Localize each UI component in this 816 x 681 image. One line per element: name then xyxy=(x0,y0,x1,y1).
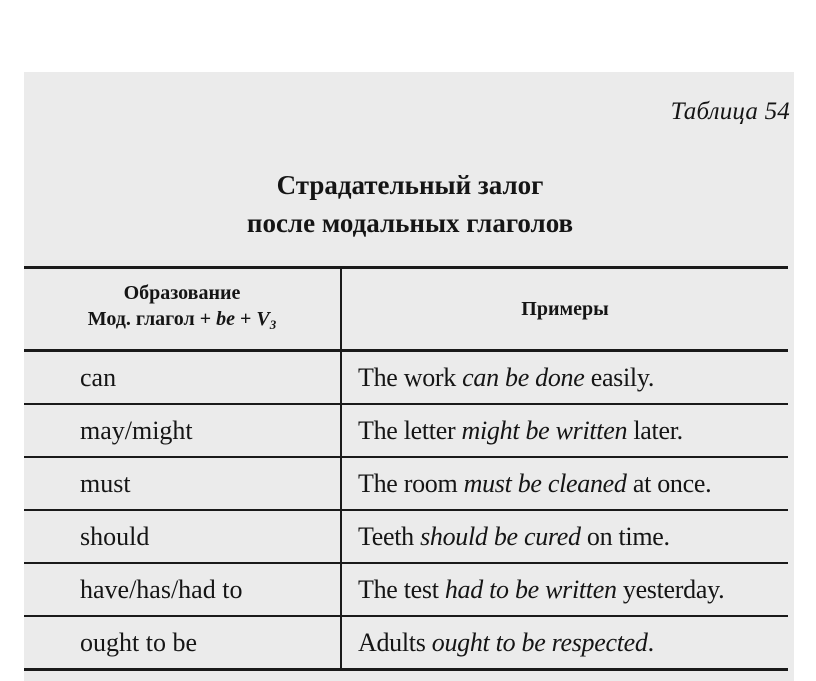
example-text-before: The test xyxy=(358,574,445,604)
table-number: Таблица 54 xyxy=(670,98,790,125)
table-row xyxy=(24,563,788,616)
example-text-after: . xyxy=(647,627,654,657)
example-passive-form: ought to be respected xyxy=(431,627,648,657)
modal-cell: should xyxy=(24,510,341,563)
formula-v: V xyxy=(256,308,270,330)
modal-cell: have/has/had to xyxy=(24,563,341,616)
formation-header-title: Образование xyxy=(123,282,241,304)
example-cell xyxy=(341,351,788,405)
table-title-line-1: Страдательный залог xyxy=(276,170,544,200)
example-cell xyxy=(341,616,788,670)
modal-cell: must xyxy=(24,457,341,510)
formation-header xyxy=(24,268,341,351)
example-text-after: later. xyxy=(627,415,683,445)
example-text-after: on time. xyxy=(580,521,670,551)
table-header-row xyxy=(24,268,788,351)
example-passive-form: should be cured xyxy=(420,521,581,551)
example-text-after: at once. xyxy=(626,468,712,498)
example-text-before: The work xyxy=(358,362,463,392)
formula-subscript: 3 xyxy=(269,317,277,332)
formula-be: be xyxy=(216,308,236,330)
example-text-before: The room xyxy=(358,468,464,498)
table-row xyxy=(24,351,788,405)
example-cell xyxy=(341,563,788,616)
example-text-before: Adults xyxy=(358,627,432,657)
table-row xyxy=(24,404,788,457)
modal-cell: can xyxy=(24,351,341,405)
formation-header-formula xyxy=(24,306,340,338)
table-title-line-2: после модальных глаголов xyxy=(246,208,574,238)
example-passive-form: might be written xyxy=(461,415,628,445)
table-row xyxy=(24,510,788,563)
example-text-after: easily. xyxy=(584,362,655,392)
formula-prefix: Мод. глагол + xyxy=(87,308,217,330)
example-cell xyxy=(341,404,788,457)
example-passive-form: can be done xyxy=(462,362,585,392)
example-cell xyxy=(341,457,788,510)
passive-voice-table xyxy=(24,266,788,671)
modal-cell: ought to be xyxy=(24,616,341,670)
example-cell xyxy=(341,510,788,563)
table-row xyxy=(24,457,788,510)
example-text-after: yesterday. xyxy=(616,574,725,604)
modal-cell: may/might xyxy=(24,404,341,457)
example-text-before: The letter xyxy=(358,415,462,445)
example-passive-form: had to be written xyxy=(444,574,617,604)
example-text-before: Teeth xyxy=(358,521,421,551)
examples-header: Примеры xyxy=(341,268,788,351)
example-passive-form: must be cleaned xyxy=(463,468,627,498)
formula-plus: + xyxy=(235,308,257,330)
table-row xyxy=(24,616,788,670)
